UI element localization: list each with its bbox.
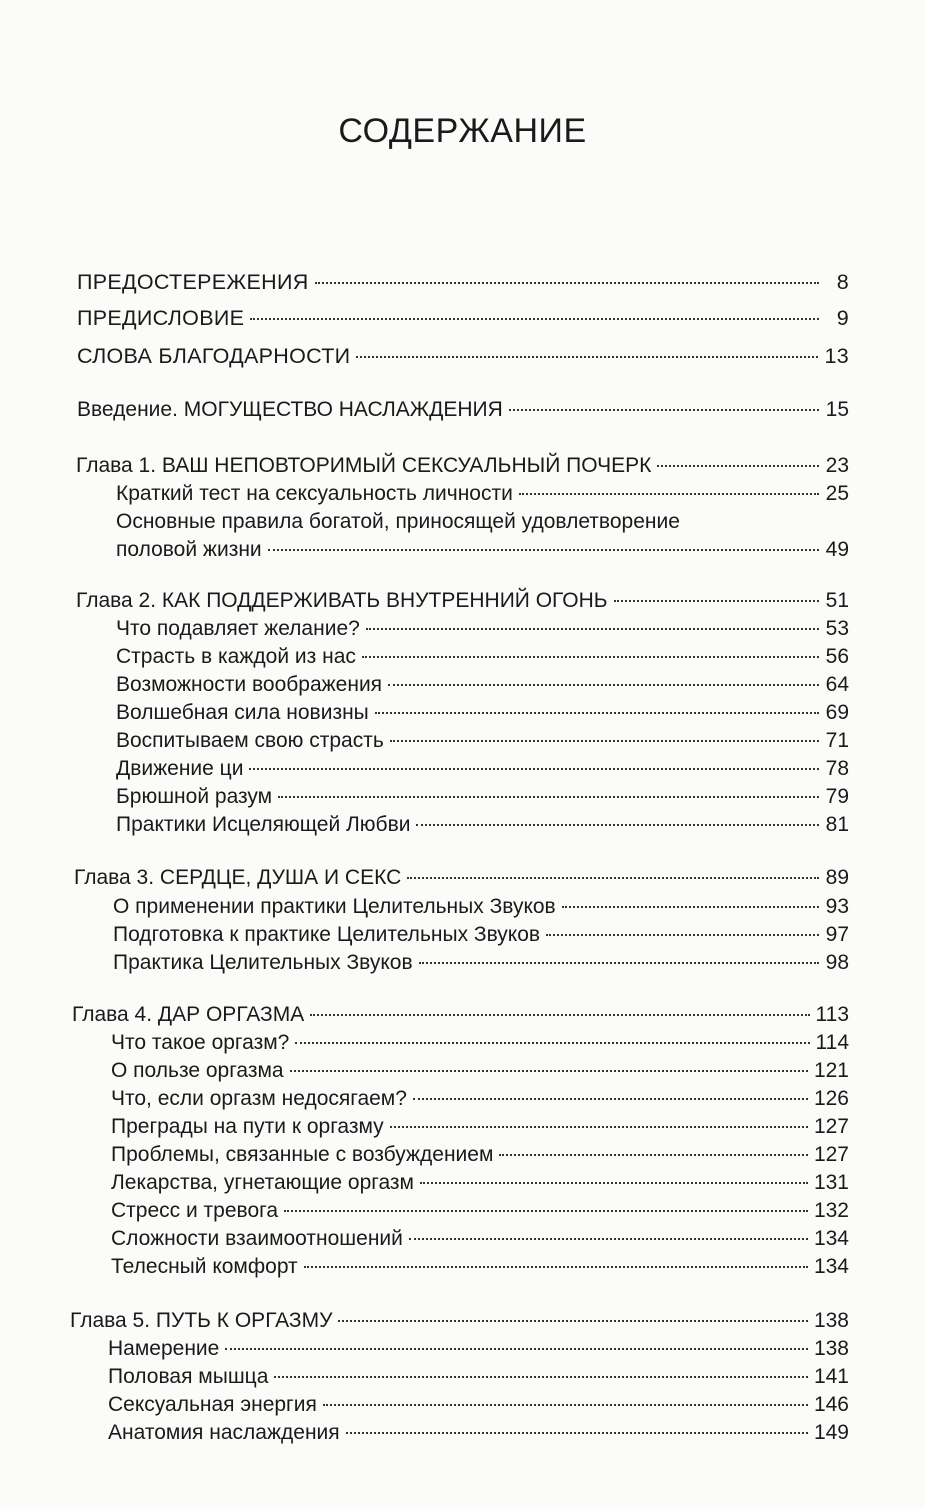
toc-entry-page: 149 xyxy=(813,1421,849,1444)
toc-subentry xyxy=(116,643,849,671)
leader-dots xyxy=(366,628,819,630)
leader-dots xyxy=(250,318,819,320)
leader-dots xyxy=(338,1320,808,1322)
toc-entry-page: 9 xyxy=(836,306,849,330)
leader-dots xyxy=(416,824,819,826)
toc-entry-label: Что, если оргазм недосягаем? xyxy=(111,1087,407,1110)
toc-subentry xyxy=(111,1141,849,1169)
toc-entry-page: 71 xyxy=(825,729,849,752)
toc-entry-page: 98 xyxy=(825,951,849,974)
leader-dots xyxy=(249,768,819,770)
toc-subentry xyxy=(111,1057,849,1085)
toc-subentry xyxy=(116,699,849,727)
toc-entry-chapter-2 xyxy=(76,587,849,615)
toc-entry-label: Сексуальная энергия xyxy=(108,1393,317,1416)
toc-entry-page: 134 xyxy=(813,1255,849,1278)
toc-subentry xyxy=(116,671,849,699)
page-title: СОДЕРЖАНИЕ xyxy=(338,112,587,150)
leader-dots xyxy=(375,712,819,714)
toc-entry-label: О применении практики Целительных Звуков xyxy=(113,895,556,918)
toc-entry-label: Глава 5. ПУТЬ К ОРГАЗМУ xyxy=(70,1309,333,1332)
toc-entry-page: 13 xyxy=(824,344,849,368)
toc-subentry-line-2 xyxy=(116,536,849,564)
toc-entry-page: 56 xyxy=(825,645,849,668)
toc-subentry xyxy=(108,1419,849,1447)
toc-entry-label: ПРЕДИСЛОВИЕ xyxy=(77,306,245,330)
toc-entry-label: Практика Целительных Звуков xyxy=(113,951,413,974)
toc-subentry xyxy=(108,1363,849,1391)
leader-dots xyxy=(519,493,819,495)
toc-entry-page: 138 xyxy=(813,1337,849,1360)
toc-entry-label: Глава 4. ДАР ОРГАЗМА xyxy=(72,1003,305,1026)
toc-entry-label: Подготовка к практике Целительных Звуков xyxy=(113,923,541,946)
toc-entry-label: Телесный комфорт xyxy=(111,1255,298,1278)
leader-dots xyxy=(390,740,819,742)
toc-entry-label: Намерение xyxy=(108,1337,220,1360)
toc-entry-page: 25 xyxy=(825,482,849,505)
toc-entry-chapter-1 xyxy=(76,452,849,480)
toc-entry-preface xyxy=(77,304,849,332)
toc-entry-introduction xyxy=(77,396,849,424)
toc-entry-page: 113 xyxy=(815,1003,849,1026)
toc-entry-page: 141 xyxy=(813,1365,849,1388)
toc-subentry xyxy=(111,1253,849,1281)
toc-entry-page: 127 xyxy=(813,1115,849,1138)
toc-subentry xyxy=(116,727,849,755)
toc-entry-label: Волшебная сила новизны xyxy=(116,701,369,724)
toc-subentry xyxy=(111,1169,849,1197)
leader-dots xyxy=(295,1042,809,1044)
leader-dots xyxy=(304,1266,808,1268)
toc-entry-page: 132 xyxy=(813,1199,849,1222)
toc-subentry xyxy=(111,1197,849,1225)
leader-dots xyxy=(390,1126,808,1128)
toc-entry-label: Брюшной разум xyxy=(116,785,273,808)
leader-dots xyxy=(409,1238,808,1240)
toc-subentry xyxy=(111,1225,849,1253)
toc-entry-label: Лекарства, угнетающие оргазм xyxy=(111,1171,414,1194)
leader-dots xyxy=(278,796,819,798)
leader-dots xyxy=(323,1404,808,1406)
toc-entry-label: Что подавляет желание? xyxy=(116,617,360,640)
leader-dots xyxy=(356,356,818,358)
toc-entry-page: 127 xyxy=(813,1143,849,1166)
leader-dots xyxy=(310,1014,809,1016)
toc-entry-page: 89 xyxy=(825,866,849,889)
toc-entry-page: 97 xyxy=(825,923,849,946)
toc-subentry xyxy=(111,1085,849,1113)
leader-dots xyxy=(225,1348,808,1350)
leader-dots xyxy=(268,549,819,551)
toc-entry-label: Стресс и тревога xyxy=(111,1199,278,1222)
toc-entry-page: 138 xyxy=(813,1309,849,1332)
toc-entry-label: О пользе оргазма xyxy=(111,1059,284,1082)
toc-entry-label: Возможности воображения xyxy=(116,673,383,696)
toc-entry-chapter-5 xyxy=(70,1307,849,1335)
toc-entry-label: ПРЕДОСТЕРЕЖЕНИЯ xyxy=(77,270,309,294)
leader-dots xyxy=(284,1210,808,1212)
leader-dots xyxy=(315,282,819,284)
toc-entry-label: Введение. МОГУЩЕСТВО НАСЛАЖДЕНИЯ xyxy=(77,398,503,421)
toc-entry-label: Половая мышца xyxy=(108,1365,269,1388)
toc-entry-label: Воспитываем свою страсть xyxy=(116,729,384,752)
toc-entry-page: 49 xyxy=(825,538,849,561)
toc-entry-label: Глава 1. ВАШ НЕПОВТОРИМЫЙ СЕКСУАЛЬНЫЙ ПОЧЕРК xyxy=(76,454,652,477)
leader-dots xyxy=(362,656,819,658)
toc-entry-label: Движение ци xyxy=(116,757,244,780)
toc-entry-page: 81 xyxy=(825,813,849,836)
toc-entry-label: Основные правила богатой, приносящей удовлетворение xyxy=(116,510,680,533)
toc-entry-page: 126 xyxy=(813,1087,849,1110)
toc-entry-page: 64 xyxy=(825,673,849,696)
toc-entry-label: Глава 3. СЕРДЦЕ, ДУША И СЕКС xyxy=(74,866,402,889)
toc-entry-page: 121 xyxy=(813,1059,849,1082)
toc-subentry xyxy=(113,921,849,949)
toc-entry-label: Глава 2. КАК ПОДДЕРЖИВАТЬ ВНУТРЕННИЙ ОГОНЬ xyxy=(76,589,608,612)
leader-dots xyxy=(614,600,819,602)
toc-entry-label: Страсть в каждой из нас xyxy=(116,645,356,668)
leader-dots xyxy=(420,1182,808,1184)
toc-subentry xyxy=(113,949,849,977)
toc-subentry xyxy=(116,811,849,839)
toc-entry-chapter-4 xyxy=(72,1001,849,1029)
toc-entry-label: Что такое оргазм? xyxy=(111,1031,290,1054)
toc-entry-page: 79 xyxy=(825,785,849,808)
toc-entry-page: 53 xyxy=(825,617,849,640)
leader-dots xyxy=(499,1154,808,1156)
toc-entry-label: Преграды на пути к оргазму xyxy=(111,1115,384,1138)
toc-entry-page: 146 xyxy=(813,1393,849,1416)
leader-dots xyxy=(546,934,819,936)
toc-entry-page: 8 xyxy=(836,270,849,294)
toc-entry-page: 69 xyxy=(825,701,849,724)
toc-subentry xyxy=(116,755,849,783)
toc-entry-page: 51 xyxy=(825,589,849,612)
toc-entry-page: 23 xyxy=(825,454,849,477)
toc-subentry xyxy=(108,1335,849,1363)
toc-entry-label-continued: половой жизни xyxy=(116,538,262,561)
toc-entry-warnings xyxy=(77,268,849,296)
toc-entry-label: Практики Исцеляющей Любви xyxy=(116,813,411,836)
toc-subentry xyxy=(116,480,849,508)
leader-dots xyxy=(562,906,819,908)
leader-dots xyxy=(413,1098,808,1100)
toc-subentry-line-1 xyxy=(116,508,849,536)
leader-dots xyxy=(388,684,819,686)
toc-entry-label: Проблемы, связанные с возбуждением xyxy=(111,1143,494,1166)
toc-entry-label: Анатомия наслаждения xyxy=(108,1421,340,1444)
toc-subentry xyxy=(113,893,849,921)
toc-entry-page: 93 xyxy=(825,895,849,918)
leader-dots xyxy=(346,1432,808,1434)
toc-entry-acknowledgements xyxy=(77,342,849,370)
toc-entry-page: 78 xyxy=(825,757,849,780)
toc-entry-label: СЛОВА БЛАГОДАРНОСТИ xyxy=(77,344,351,368)
toc-entry-page: 114 xyxy=(815,1031,849,1054)
leader-dots xyxy=(657,465,819,467)
toc-entry-chapter-3 xyxy=(74,864,849,892)
leader-dots xyxy=(274,1376,808,1378)
toc-subentry xyxy=(116,783,849,811)
toc-entry-label: Сложности взаимоотношений xyxy=(111,1227,403,1250)
leader-dots xyxy=(509,409,819,411)
leader-dots xyxy=(290,1070,808,1072)
toc-subentry xyxy=(116,615,849,643)
toc-entry-page: 134 xyxy=(813,1227,849,1250)
toc-entry-page: 15 xyxy=(825,398,849,421)
toc-subentry xyxy=(111,1113,849,1141)
leader-dots xyxy=(407,877,819,879)
leader-dots xyxy=(419,962,819,964)
toc-entry-page: 131 xyxy=(813,1171,849,1194)
toc-entry-label: Краткий тест на сексуальность личности xyxy=(116,482,513,505)
toc-subentry xyxy=(111,1029,849,1057)
toc-subentry xyxy=(108,1391,849,1419)
